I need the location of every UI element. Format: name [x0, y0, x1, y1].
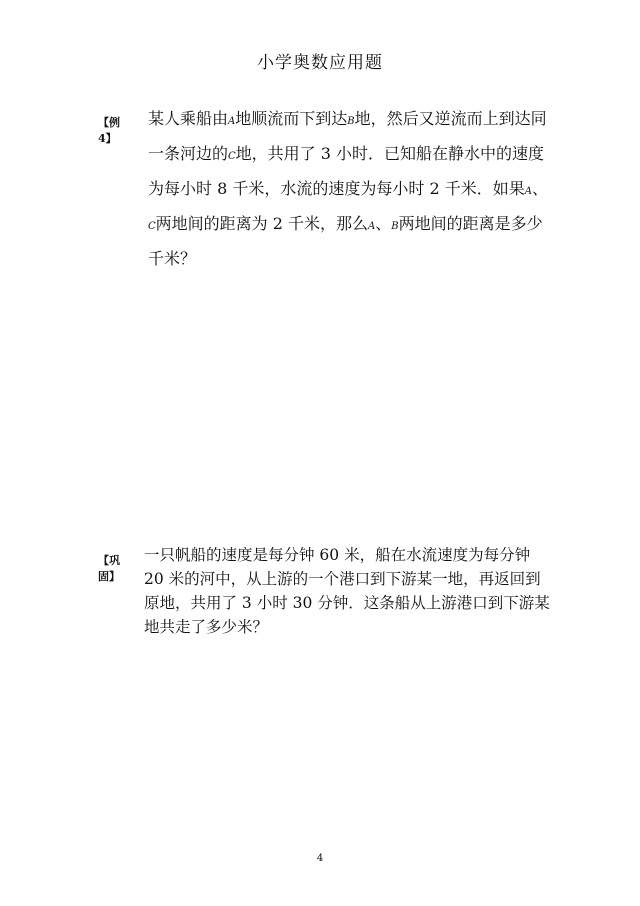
example-seg-4: 地，共用了 3 小时．已知船在静水中的速度为每小时 8 千米，水流的速度为每小时 2 千米．如果 [148, 144, 545, 198]
example-label: 【例 4】 [98, 116, 120, 145]
page-title: 小学奥数应用题 [257, 53, 383, 73]
example-seg-5: 、 [531, 179, 548, 198]
point-b-label-2: B [391, 221, 399, 232]
consolidation-text: 一只帆船的速度是每分钟 60 米，船在水流速度为每分钟 20 米的河中，从上游的一个港口到下游某一地，再返回到原地，共用了 3 小时 30 分钟．这条船从上游港口到下游某地共走了多少米？ [144, 546, 550, 636]
point-a-label-3: A [368, 221, 376, 232]
example-seg-8: 两地间的距离是多少千米？ [148, 214, 543, 268]
example-seg-1: 某人乘船由 [148, 109, 229, 128]
point-c-label: C [228, 151, 236, 162]
example-seg-6: 两地间的距离为 2 千米，那么 [155, 214, 369, 233]
page-number: 4 [316, 853, 324, 864]
point-a-label-2: A [524, 186, 532, 197]
example-seg-7: 、 [375, 214, 392, 233]
point-a-label: A [228, 116, 236, 127]
example-text [148, 103, 552, 275]
point-b-label: B [347, 116, 355, 127]
point-c-label-2: C [148, 221, 156, 232]
example-seg-3: 地，然后又逆流而上到达同一条河边的 [148, 109, 547, 163]
consolidation-label: 【巩固】 [98, 554, 120, 583]
example-seg-2: 地顺流而下到达 [235, 109, 348, 128]
